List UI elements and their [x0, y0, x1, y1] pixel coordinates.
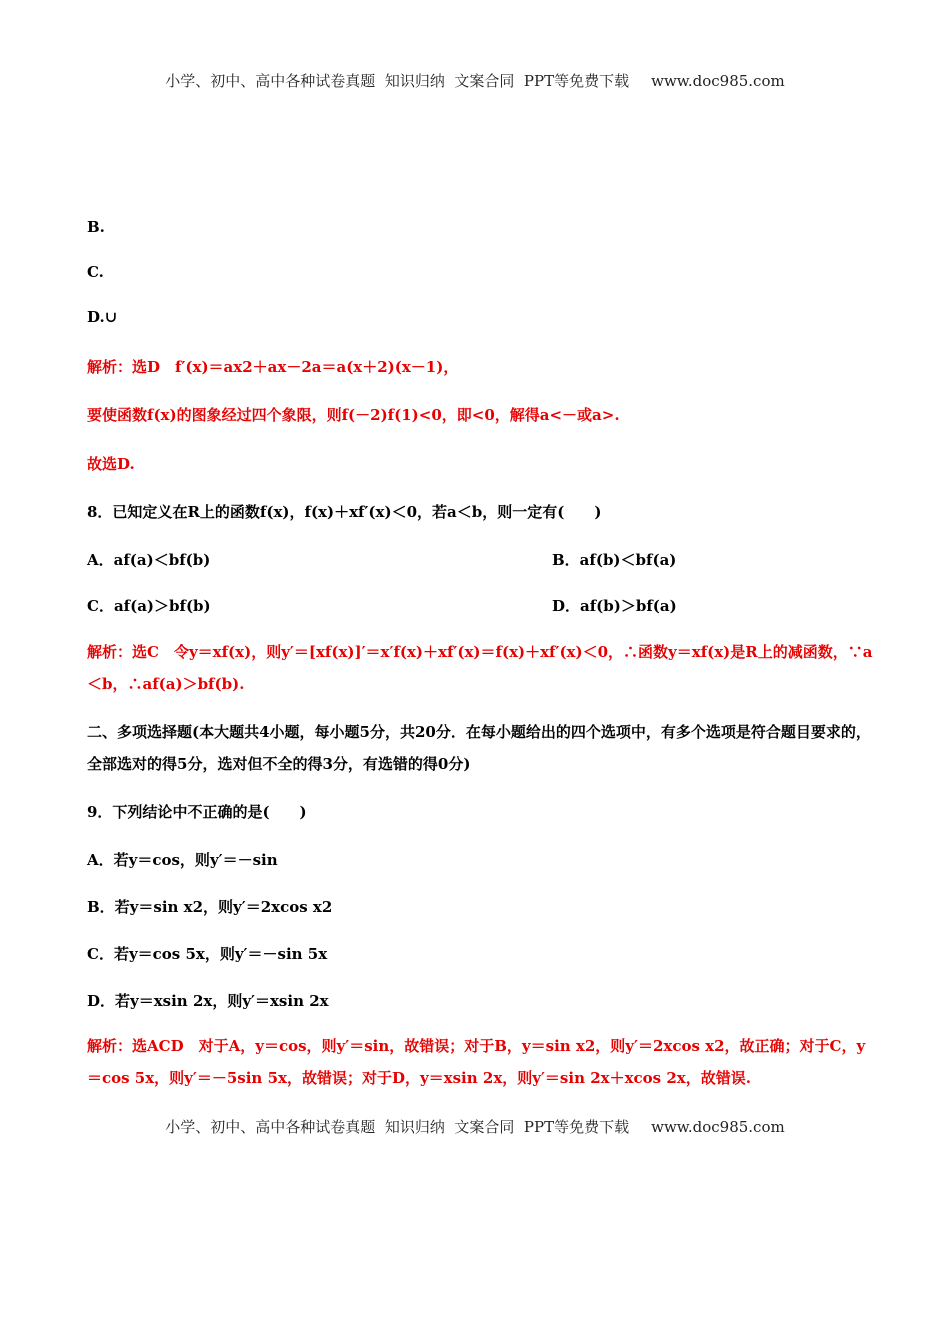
- header-site: www.doc985.com: [651, 72, 785, 90]
- page-footer: [0, 1116, 950, 1137]
- q9-solution: 解析：选ACD 对于A，y＝cos，则y′＝sin，故错误；对于B，y＝sin x2，则y′＝2xcos x2，故正确；对于C，y＝cos 5x，则y′＝－5sin 5x，故错误；对于D，y＝xsin 2x，则y′＝sin 2x＋xcos 2x，故错误.: [87, 1037, 866, 1087]
- q7-solution-line3: 故选D.: [87, 455, 135, 473]
- q9-option-a: A．若y＝cos，则y′＝－sin: [87, 851, 278, 869]
- q9-stem: 9．下列结论中不正确的是( ): [87, 803, 307, 821]
- q7-option-c: C.: [87, 263, 104, 281]
- q9-option-b: B．若y＝sin x2，则y′＝2xcos x2: [87, 898, 333, 916]
- q8-solution: 解析：选C 令y＝xf(x)，则y′＝[xf(x)]′＝x′f(x)＋xf′(x)＝f(x)＋xf′(x)＜0，∴函数y＝xf(x)是R上的减函数，∵a＜b，∴af(a)＞bf(b).: [87, 643, 873, 693]
- footer-text: 小学、初中、高中各种试卷真题 知识归纳 文案合同 PPT等免费下载: [165, 1118, 630, 1136]
- q8-option-b: B．af(b)＜bf(a): [552, 551, 677, 569]
- q8-options-row2: [87, 595, 877, 616]
- footer-site: www.doc985.com: [651, 1118, 785, 1136]
- page-header: [0, 70, 950, 91]
- q8-stem: 8．已知定义在R上的函数f(x)，f(x)＋xf′(x)＜0，若a＜b，则一定有( ): [87, 503, 602, 521]
- q8-option-c: C．af(a)＞bf(b): [87, 597, 211, 615]
- q8-option-d: D．af(b)＞bf(a): [552, 597, 677, 615]
- q8-options-row1: [87, 549, 877, 570]
- q7-option-b: B.: [87, 218, 105, 236]
- header-text: 小学、初中、高中各种试卷真题 知识归纳 文案合同 PPT等免费下载: [165, 72, 630, 90]
- q7-option-d: D.∪: [87, 308, 118, 326]
- section2-title: 二、多项选择题(本大题共4小题，每小题5分，共20分．在每小题给出的四个选项中，有多个选项是符合题目要求的，全部选对的得5分，选对但不全的得3分，有选错的得0分): [87, 723, 871, 773]
- q7-solution-line2: 要使函数f(x)的图象经过四个象限，则f(－2)f(1)<0，即<0，解得a<－或a>.: [87, 406, 620, 424]
- q9-option-d: D．若y＝xsin 2x，则y′＝xsin 2x: [87, 992, 329, 1010]
- q9-option-c: C．若y＝cos 5x，则y′＝－sin 5x: [87, 945, 328, 963]
- q7-solution-line1: 解析：选D f′(x)＝ax2＋ax－2a＝a(x＋2)(x－1)，: [87, 358, 459, 376]
- q8-option-a: A．af(a)＜bf(b): [87, 551, 211, 569]
